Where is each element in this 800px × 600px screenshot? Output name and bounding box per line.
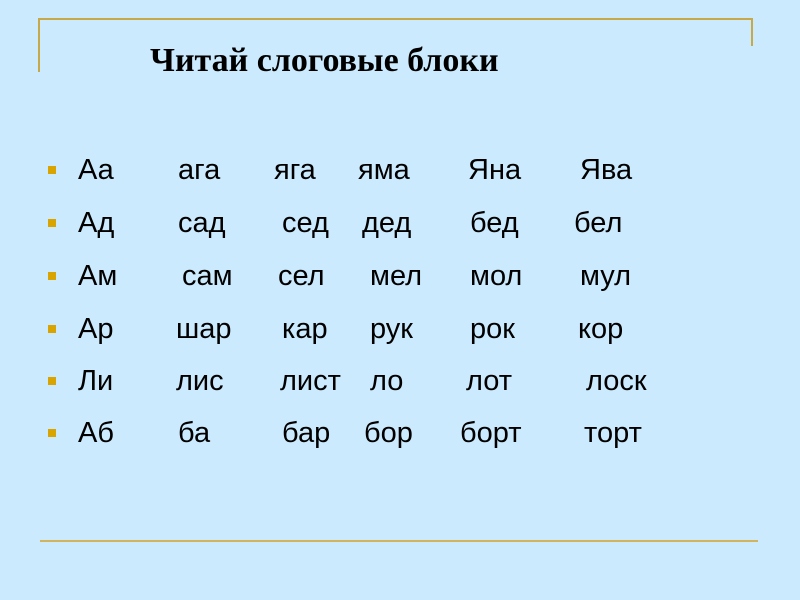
syllable-row [0,363,800,403]
syllable: мул [580,260,632,292]
bullet-icon [48,219,56,227]
syllable: кор [578,313,624,345]
syllable: дед [362,207,412,239]
syllable: мел [370,260,423,292]
row-label: Ли [78,365,114,397]
syllable: лоск [586,365,647,397]
syllable: шар [176,313,232,345]
syllable: Ява [580,154,633,186]
frame-bottom-line [40,540,758,542]
syllable: бел [574,207,623,239]
syllable-row [0,415,800,455]
syllable: ло [370,365,404,397]
frame-top-line [38,18,753,20]
bullet-icon [48,429,56,437]
row-label: Аб [78,417,114,449]
slide-title: Читай слоговые блоки [150,42,499,79]
syllable-row [0,258,800,298]
syllable: кар [282,313,328,345]
frame-right-line [751,18,753,46]
syllable: сел [278,260,325,292]
syllable: сам [182,260,233,292]
syllable: ба [178,417,211,449]
syllable: сад [178,207,226,239]
syllable: ага [178,154,221,186]
syllable: лис [176,365,224,397]
bullet-icon [48,166,56,174]
bullet-icon [48,272,56,280]
row-label: Ад [78,207,115,239]
syllable: яма [358,154,410,186]
syllable: лист [280,365,341,397]
bullet-icon [48,377,56,385]
syllable: рок [470,313,515,345]
syllable: рук [370,313,413,345]
syllable: торт [584,417,642,449]
row-label: Ам [78,260,118,292]
syllable-row [0,152,800,192]
syllable: яга [274,154,316,186]
syllable: мол [470,260,523,292]
syllable: сед [282,207,329,239]
row-label: Аа [78,154,114,186]
syllable: бор [364,417,413,449]
frame-left-line [38,18,40,72]
syllable: бар [282,417,331,449]
syllable: борт [460,417,522,449]
syllable-row [0,205,800,245]
syllable: Яна [468,154,522,186]
row-label: Ар [78,313,114,345]
syllable: бед [470,207,519,239]
syllable: лот [466,365,513,397]
syllable-row [0,311,800,351]
bullet-icon [48,325,56,333]
